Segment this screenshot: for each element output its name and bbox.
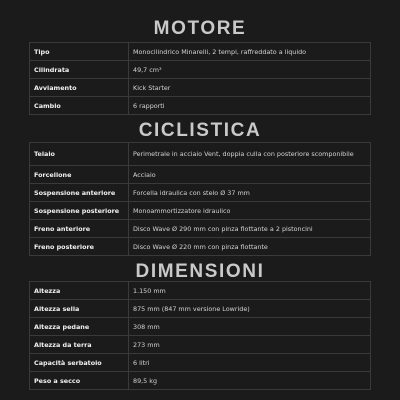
spec-value: Disco Wave Ø 220 mm con pinza flottante <box>129 238 371 256</box>
spec-label: Altezza <box>30 282 129 300</box>
spec-label: Sospensione posteriore <box>30 202 129 220</box>
table-row <box>30 61 371 79</box>
table-row <box>30 300 371 318</box>
spec-value: 89,5 kg <box>129 372 371 390</box>
spec-value: 1.150 mm <box>129 282 371 300</box>
table-row <box>30 79 371 97</box>
table-row <box>30 354 371 372</box>
spec-value: 308 mm <box>129 318 371 336</box>
spec-label: Altezza sella <box>30 300 129 318</box>
spec-value: 49,7 cm³ <box>129 61 371 79</box>
spec-label: Cilindrata <box>30 61 129 79</box>
spec-value: 6 litri <box>129 354 371 372</box>
table-row <box>30 372 371 390</box>
spec-table-ciclistica <box>29 142 371 256</box>
spec-table-motore <box>29 42 371 115</box>
spec-label: Forcellone <box>30 166 129 184</box>
spec-value: Disco Wave Ø 290 mm con pinza flottante a 2 pistoncini <box>129 220 371 238</box>
spec-value: Perimetrale in acciaio Vent, doppia culla con posteriore scomponibile <box>129 143 371 166</box>
table-row <box>30 336 371 354</box>
spec-label: Peso a secco <box>30 372 129 390</box>
section-title-dimensioni: DIMENSIONI <box>135 261 265 282</box>
section-title-motore: MOTORE <box>153 18 247 39</box>
section-title-ciclistica: CICLISTICA <box>138 120 262 141</box>
table-row <box>30 166 371 184</box>
table-row <box>30 220 371 238</box>
spec-label: Sospensione anteriore <box>30 184 129 202</box>
spec-value: 875 mm (847 mm versione Lowride) <box>129 300 371 318</box>
spec-label: Tipo <box>30 43 129 61</box>
spec-value: Monocilindrico Minarelli, 2 tempi, raffreddato a liquido <box>129 43 371 61</box>
table-row <box>30 97 371 115</box>
spec-value: Kick Starter <box>129 79 371 97</box>
spec-value: 6 rapporti <box>129 97 371 115</box>
spec-label: Cambio <box>30 97 129 115</box>
spec-label: Avviamento <box>30 79 129 97</box>
table-row <box>30 43 371 61</box>
table-row <box>30 202 371 220</box>
spec-table-dimensioni <box>29 281 371 390</box>
spec-label: Freno anteriore <box>30 220 129 238</box>
spec-label: Altezza da terra <box>30 336 129 354</box>
table-row <box>30 318 371 336</box>
spec-label: Freno posteriore <box>30 238 129 256</box>
spec-value: 273 mm <box>129 336 371 354</box>
spec-value: Forcella idraulica con stelo Ø 37 mm <box>129 184 371 202</box>
spec-value: Monoammortizzatore idraulico <box>129 202 371 220</box>
table-row <box>30 184 371 202</box>
spec-label: Telaio <box>30 143 129 166</box>
spec-label: Capacità serbatoio <box>30 354 129 372</box>
table-row <box>30 143 371 166</box>
spec-label: Altezza pedane <box>30 318 129 336</box>
spec-value: Acciaio <box>129 166 371 184</box>
table-row <box>30 282 371 300</box>
table-row <box>30 238 371 256</box>
